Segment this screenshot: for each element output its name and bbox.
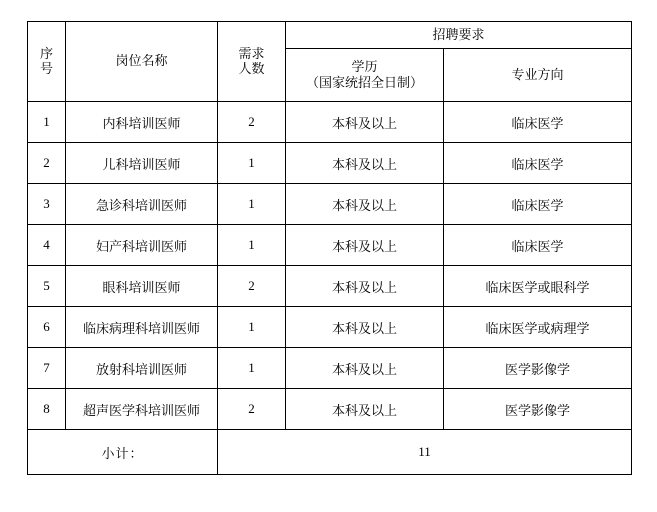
cell-major: 临床医学 — [444, 225, 632, 266]
header-cell-education — [286, 49, 444, 102]
header-num-line2: 人数 — [238, 60, 265, 76]
cell-post: 眼科培训医师 — [66, 266, 218, 307]
header-no-line2: 号 — [39, 60, 53, 76]
cell-num: 2 — [218, 266, 286, 307]
cell-major: 临床医学 — [444, 184, 632, 225]
cell-post: 内科培训医师 — [66, 102, 218, 143]
table-header — [28, 22, 632, 102]
cell-no: 1 — [28, 102, 66, 143]
cell-no: 8 — [28, 389, 66, 430]
cell-education: 本科及以上 — [286, 184, 444, 225]
cell-education: 本科及以上 — [286, 389, 444, 430]
table-row-total — [28, 430, 632, 475]
cell-num: 2 — [218, 102, 286, 143]
cell-num: 1 — [218, 225, 286, 266]
cell-post: 放射科培训医师 — [66, 348, 218, 389]
header-cell-major: 专业方向 — [444, 49, 632, 102]
header-education-line2: （国家统招全日制） — [305, 75, 423, 90]
table-row — [28, 389, 632, 430]
cell-education: 本科及以上 — [286, 102, 444, 143]
cell-education: 本科及以上 — [286, 143, 444, 184]
table-row — [28, 225, 632, 266]
cell-major: 临床医学或眼科学 — [444, 266, 632, 307]
table-row — [28, 143, 632, 184]
header-no-line1: 序 — [39, 45, 53, 61]
table-row — [28, 348, 632, 389]
cell-major: 临床医学或病理学 — [444, 307, 632, 348]
cell-num: 2 — [218, 389, 286, 430]
cell-education: 本科及以上 — [286, 348, 444, 389]
cell-no: 5 — [28, 266, 66, 307]
header-cell-requirement-group: 招聘要求 — [286, 22, 632, 49]
cell-post: 临床病理科培训医师 — [66, 307, 218, 348]
cell-num: 1 — [218, 348, 286, 389]
cell-num: 1 — [218, 307, 286, 348]
cell-no: 7 — [28, 348, 66, 389]
cell-major: 临床医学 — [444, 143, 632, 184]
cell-num: 1 — [218, 184, 286, 225]
cell-major: 医学影像学 — [444, 348, 632, 389]
cell-education: 本科及以上 — [286, 307, 444, 348]
table-row — [28, 102, 632, 143]
table-row — [28, 266, 632, 307]
cell-post: 妇产科培训医师 — [66, 225, 218, 266]
cell-major: 临床医学 — [444, 102, 632, 143]
header-row-top — [28, 22, 632, 49]
cell-major: 医学影像学 — [444, 389, 632, 430]
recruitment-table — [27, 21, 632, 475]
cell-no: 2 — [28, 143, 66, 184]
table-row — [28, 184, 632, 225]
cell-education: 本科及以上 — [286, 266, 444, 307]
table-row — [28, 307, 632, 348]
header-cell-post: 岗位名称 — [66, 22, 218, 102]
header-cell-num — [218, 22, 286, 102]
cell-post: 超声医学科培训医师 — [66, 389, 218, 430]
total-label: 小计： — [28, 430, 218, 475]
cell-post: 儿科培训医师 — [66, 143, 218, 184]
header-education-line1: 学历 — [351, 58, 378, 74]
cell-post: 急诊科培训医师 — [66, 184, 218, 225]
header-cell-no — [28, 22, 66, 102]
cell-num: 1 — [218, 143, 286, 184]
cell-no: 3 — [28, 184, 66, 225]
header-num-line1: 需求 — [238, 45, 265, 61]
cell-education: 本科及以上 — [286, 225, 444, 266]
cell-no: 4 — [28, 225, 66, 266]
table-body — [28, 102, 632, 475]
total-value: 11 — [218, 430, 632, 475]
cell-no: 6 — [28, 307, 66, 348]
